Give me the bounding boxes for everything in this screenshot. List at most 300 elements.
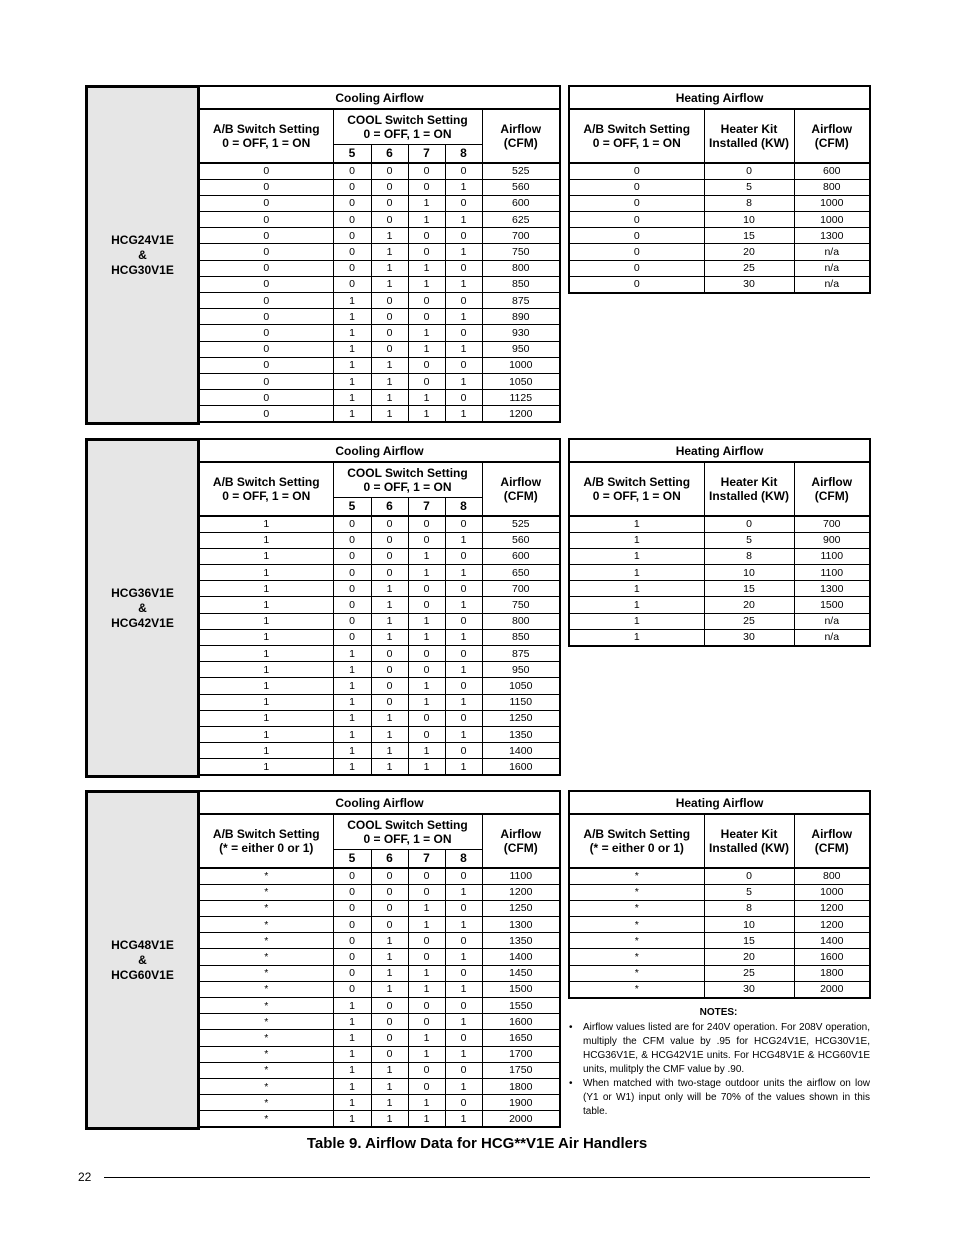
- table-cell: *: [199, 933, 333, 949]
- table-cell: 0: [408, 373, 445, 389]
- cfm-label: (CFM): [814, 136, 849, 150]
- table-cell: 0: [569, 260, 704, 276]
- table-row: [569, 195, 870, 211]
- table-cell: 1: [333, 662, 371, 678]
- table-cell: 0: [371, 179, 408, 195]
- table-cell: 1: [199, 548, 333, 564]
- table-row: [199, 276, 560, 292]
- table-cell: 1: [569, 565, 704, 581]
- table-cell: 1: [371, 1095, 408, 1111]
- table-cell: 1: [371, 613, 408, 629]
- table-cell: 1: [408, 548, 445, 564]
- table-cell: 0: [371, 309, 408, 325]
- table-cell: *: [569, 981, 704, 997]
- table-cell: 1: [408, 678, 445, 694]
- table-cell: 0: [199, 406, 333, 422]
- table-cell: n/a: [794, 260, 870, 276]
- airflow-label: Airflow: [811, 827, 853, 841]
- table-cell: 2000: [509, 1112, 533, 1125]
- table-cell: 0: [569, 276, 704, 292]
- installed-kw-label: Installed (KW): [709, 489, 789, 503]
- ab-switch-label: A/B Switch Setting: [212, 475, 320, 489]
- table-cell: 1: [333, 1062, 371, 1078]
- table-cell: 1: [199, 743, 333, 759]
- table-cell: *: [569, 965, 704, 981]
- table-row: [199, 949, 560, 965]
- table-cell: 1: [569, 548, 704, 564]
- table-cell: 0: [569, 244, 704, 260]
- table-cell: 1100: [482, 868, 560, 884]
- cooling-airflow-title: Cooling Airflow: [199, 439, 560, 462]
- table-cell: 1750: [482, 1062, 560, 1078]
- table-cell: 0: [199, 341, 333, 357]
- ab-switch-header: [569, 814, 704, 868]
- table-row: [199, 581, 560, 597]
- table-cell: 1: [199, 710, 333, 726]
- table-cell: *: [199, 868, 333, 884]
- table-cell: 0: [199, 260, 333, 276]
- table-row: [199, 293, 560, 309]
- airflow-header: [794, 814, 870, 868]
- table-cell: 0: [333, 981, 371, 997]
- table-row: [199, 1062, 560, 1078]
- table-cell: 1125: [482, 390, 560, 406]
- table-cell: 850: [482, 629, 560, 645]
- table-cell: 0: [445, 1062, 482, 1078]
- table-cell: 20: [704, 597, 794, 613]
- table-row: [199, 900, 560, 916]
- cooling-airflow-title: Cooling Airflow: [199, 86, 560, 109]
- airflow-section-1: [85, 85, 871, 425]
- table-cell: 1: [199, 581, 333, 597]
- table-cell: 1: [371, 965, 408, 981]
- table-cell: 0: [199, 244, 333, 260]
- cooling-airflow-table: [198, 438, 561, 776]
- table-cell: 1: [199, 678, 333, 694]
- table-cell: 1: [333, 1078, 371, 1094]
- model-name: &: [138, 247, 147, 262]
- table-cell: 0: [333, 597, 371, 613]
- table-cell: n/a: [794, 244, 870, 260]
- cool-switch-note: 0 = OFF, 1 = ON: [363, 126, 452, 141]
- table-row: [569, 532, 870, 548]
- table-cell: 1: [199, 532, 333, 548]
- table-cell: 0: [445, 548, 482, 564]
- table-cell: 1: [445, 759, 482, 775]
- table-cell: 10: [704, 917, 794, 933]
- table-row: [199, 1078, 560, 1094]
- table-cell: *: [199, 917, 333, 933]
- cool-switch-header: [333, 814, 482, 849]
- note-item: [567, 1021, 870, 1077]
- ab-switch-header: [569, 109, 704, 163]
- notes-title: NOTES:: [699, 1007, 738, 1018]
- airflow-label: Airflow: [500, 122, 542, 136]
- table-cell: 0: [199, 325, 333, 341]
- table-cell: 1: [371, 759, 408, 775]
- table-cell: 750: [482, 244, 560, 260]
- table-cell: 30: [704, 276, 794, 292]
- table-cell: 1: [199, 726, 333, 742]
- table-row: [199, 965, 560, 981]
- table-cell: *: [569, 900, 704, 916]
- table-cell: 1: [333, 678, 371, 694]
- table-cell: 0: [408, 884, 445, 900]
- table-cell: *: [569, 884, 704, 900]
- table-cell: *: [569, 933, 704, 949]
- table-cell: 1: [408, 325, 445, 341]
- table-cell: 0: [445, 710, 482, 726]
- table-cell: 1700: [482, 1046, 560, 1062]
- table-cell: 0: [445, 1030, 482, 1046]
- table-row: [199, 244, 560, 260]
- table-cell: 0: [333, 900, 371, 916]
- table-cell: 0: [333, 179, 371, 195]
- table-cell: 25: [704, 613, 794, 629]
- table-cell: 1400: [482, 949, 560, 965]
- table-cell: *: [199, 1062, 333, 1078]
- model-name: &: [138, 600, 147, 615]
- table-cell: 8: [704, 900, 794, 916]
- table-cell: 1: [333, 293, 371, 309]
- table-row: [569, 900, 870, 916]
- table-cell: 1300: [794, 228, 870, 244]
- table-cell: 15: [704, 228, 794, 244]
- table-row: [199, 868, 560, 884]
- ab-switch-note: 0 = OFF, 1 = ON: [222, 136, 311, 150]
- switch-number-header: 7: [408, 849, 445, 868]
- table-cell: 0: [408, 516, 445, 532]
- table-cell: 1400: [482, 743, 560, 759]
- note-text: Airflow values listed are for 240V operation. For 208V operation, multiply the CFM value by .95 for HCG24V1E, HCG30V1E, HCG36V1E, & HCG42V1E units. For HCG48V1E & HCG60V1E units, mulitply the CMF value by .90.: [583, 1022, 870, 1075]
- table-cell: 1: [569, 629, 704, 645]
- installed-kw-label: Installed (KW): [709, 841, 789, 855]
- table-row: [569, 965, 870, 981]
- table-cell: 1: [445, 1046, 482, 1062]
- table-cell: 1: [333, 1030, 371, 1046]
- table-cell: 0: [333, 629, 371, 645]
- table-cell: 1000: [794, 195, 870, 211]
- switch-number-header: 6: [371, 849, 408, 868]
- table-cell: *: [569, 868, 704, 884]
- table-cell: 0: [371, 516, 408, 532]
- table-cell: 0: [408, 1078, 445, 1094]
- table-cell: 1250: [482, 710, 560, 726]
- bullet-icon: •: [569, 1022, 573, 1033]
- table-row: [199, 163, 560, 179]
- table-cell: 0: [408, 933, 445, 949]
- table-cell: 20: [704, 949, 794, 965]
- model-name: HCG42V1E: [111, 615, 174, 630]
- table-cell: 875: [482, 293, 560, 309]
- table-row: [569, 516, 870, 532]
- table-cell: 1: [371, 1062, 408, 1078]
- table-cell: 0: [333, 949, 371, 965]
- table-cell: 15: [704, 933, 794, 949]
- cfm-label: (CFM): [503, 841, 538, 855]
- table-cell: 0: [199, 309, 333, 325]
- table-cell: 1: [569, 613, 704, 629]
- table-cell: 0: [371, 694, 408, 710]
- heater-kit-label: Heater Kit: [720, 122, 778, 136]
- table-cell: 1: [408, 406, 445, 422]
- table-cell: 1: [333, 1014, 371, 1030]
- table-cell: 0: [333, 565, 371, 581]
- table-row: [199, 743, 560, 759]
- table-row: [199, 759, 560, 775]
- table-row: [199, 694, 560, 710]
- table-cell: 1: [445, 1014, 482, 1030]
- table-cell: 800: [482, 260, 560, 276]
- table-cell: 1200: [509, 407, 533, 420]
- table-cell: 1: [199, 759, 333, 775]
- table-cell: 1: [333, 341, 371, 357]
- table-cell: 0: [371, 1030, 408, 1046]
- table-cell: 1: [408, 613, 445, 629]
- table-cell: 0: [371, 662, 408, 678]
- table-row: [199, 357, 560, 373]
- table-cell: 1: [445, 662, 482, 678]
- switch-number-header: 5: [333, 497, 371, 516]
- table-cell: 5: [704, 532, 794, 548]
- table-cell: 0: [445, 646, 482, 662]
- table-cell: 1: [199, 597, 333, 613]
- table-cell: 1550: [482, 998, 560, 1014]
- ab-switch-header: [199, 814, 333, 868]
- table-row: [199, 662, 560, 678]
- table-row: [569, 244, 870, 260]
- cool-switch-note: 0 = OFF, 1 = ON: [363, 479, 452, 494]
- table-row: [569, 179, 870, 195]
- table-cell: 1: [371, 1078, 408, 1094]
- table-cell: 0: [333, 244, 371, 260]
- cooling-airflow-table: [198, 790, 561, 1128]
- table-row: [569, 917, 870, 933]
- table-row: [199, 373, 560, 389]
- table-cell: 0: [408, 357, 445, 373]
- table-cell: 1900: [482, 1095, 560, 1111]
- table-cell: 950: [482, 341, 560, 357]
- ab-switch-note: 0 = OFF, 1 = ON: [592, 136, 681, 150]
- table-cell: 0: [445, 613, 482, 629]
- table-cell: 1: [445, 949, 482, 965]
- table-cell: 0: [371, 532, 408, 548]
- switch-number-header: 7: [408, 144, 445, 163]
- table-cell: 0: [408, 726, 445, 742]
- table-cell: 0: [199, 293, 333, 309]
- table-cell: 0: [371, 917, 408, 933]
- table-cell: 1050: [482, 373, 560, 389]
- table-cell: 1: [408, 1095, 445, 1111]
- note-item: [567, 1077, 870, 1119]
- table-cell: 1: [333, 357, 371, 373]
- table-cell: *: [569, 949, 704, 965]
- airflow-header: [794, 462, 870, 516]
- table-cell: 0: [445, 868, 482, 884]
- table-cell: 875: [482, 646, 560, 662]
- table-cell: 1: [445, 981, 482, 997]
- table-cell: 900: [794, 532, 870, 548]
- table-cell: 15: [704, 581, 794, 597]
- ab-switch-label: A/B Switch Setting: [583, 475, 691, 489]
- table-row: [199, 710, 560, 726]
- table-cell: 0: [199, 212, 333, 228]
- table-cell: 1: [445, 532, 482, 548]
- table-cell: 800: [794, 868, 870, 884]
- table-cell: 1800: [794, 965, 870, 981]
- table-caption: Table 9. Airflow Data for HCG**V1E Air Handlers: [306, 1135, 648, 1152]
- table-cell: 0: [199, 228, 333, 244]
- table-cell: 0: [704, 868, 794, 884]
- table-cell: 0: [408, 1062, 445, 1078]
- table-row: [199, 678, 560, 694]
- ab-switch-label: A/B Switch Setting: [583, 122, 691, 136]
- table-cell: 0: [704, 163, 794, 179]
- table-cell: 1: [333, 1111, 371, 1127]
- table-cell: *: [199, 1046, 333, 1062]
- table-cell: 5: [704, 884, 794, 900]
- table-cell: 1: [445, 212, 482, 228]
- table-cell: n/a: [824, 631, 840, 644]
- table-cell: 1: [333, 373, 371, 389]
- table-row: [199, 212, 560, 228]
- ab-switch-header: [569, 462, 704, 516]
- table-cell: 1: [371, 629, 408, 645]
- table-cell: 0: [408, 244, 445, 260]
- table-cell: 1: [408, 743, 445, 759]
- table-cell: 0: [408, 532, 445, 548]
- table-cell: 1600: [794, 949, 870, 965]
- bullet-icon: •: [569, 1078, 573, 1089]
- switch-number-header: 5: [333, 849, 371, 868]
- heating-airflow-table: [568, 790, 871, 999]
- table-cell: 1: [445, 629, 482, 645]
- table-cell: 0: [445, 678, 482, 694]
- table-row: [199, 1014, 560, 1030]
- table-cell: *: [199, 900, 333, 916]
- table-row: [199, 341, 560, 357]
- table-cell: n/a: [794, 613, 870, 629]
- airflow-label: Airflow: [811, 475, 853, 489]
- model-name: HCG24V1E: [111, 232, 174, 247]
- table-cell: 560: [482, 179, 560, 195]
- table-cell: 950: [482, 662, 560, 678]
- heater-kit-label: Heater Kit: [720, 475, 778, 489]
- switch-number-header: 8: [445, 497, 482, 516]
- table-cell: 0: [408, 868, 445, 884]
- table-cell: 30: [704, 629, 794, 645]
- table-cell: 1000: [482, 357, 560, 373]
- table-row: [199, 917, 560, 933]
- table-cell: 625: [482, 212, 560, 228]
- table-row: [569, 228, 870, 244]
- table-cell: 0: [408, 163, 445, 179]
- table-cell: 0: [333, 260, 371, 276]
- table-cell: 0: [445, 293, 482, 309]
- table-cell: 1: [199, 646, 333, 662]
- table-row: [199, 1095, 560, 1111]
- table-cell: 0: [333, 548, 371, 564]
- table-cell: 0: [371, 1046, 408, 1062]
- table-cell: 700: [482, 581, 560, 597]
- table-row: [199, 406, 560, 422]
- table-row: [199, 565, 560, 581]
- table-cell: 1: [371, 949, 408, 965]
- table-cell: 0: [333, 868, 371, 884]
- table-cell: 1: [333, 998, 371, 1014]
- table-cell: 890: [482, 309, 560, 325]
- table-cell: *: [199, 1078, 333, 1094]
- table-cell: 0: [408, 710, 445, 726]
- table-cell: 1: [199, 694, 333, 710]
- table-row: [569, 981, 870, 997]
- table-cell: 1: [408, 260, 445, 276]
- table-row: [199, 884, 560, 900]
- table-cell: 0: [445, 743, 482, 759]
- table-cell: 0: [371, 195, 408, 211]
- table-cell: 8: [704, 548, 794, 564]
- table-cell: 1: [371, 933, 408, 949]
- table-cell: 1: [199, 565, 333, 581]
- table-cell: 1: [371, 726, 408, 742]
- table-cell: 0: [371, 868, 408, 884]
- table-cell: 0: [333, 228, 371, 244]
- table-cell: 600: [482, 548, 560, 564]
- table-cell: 0: [371, 163, 408, 179]
- table-cell: 1: [445, 1078, 482, 1094]
- table-row: [199, 1030, 560, 1046]
- table-cell: 1: [333, 325, 371, 341]
- table-cell: 0: [199, 195, 333, 211]
- table-cell: 1: [371, 357, 408, 373]
- table-row: [199, 998, 560, 1014]
- table-row: [199, 260, 560, 276]
- footer-divider: [104, 1177, 870, 1178]
- table-cell: 0: [445, 581, 482, 597]
- table-row: [199, 390, 560, 406]
- table-cell: 1: [333, 743, 371, 759]
- table-cell: 0: [445, 516, 482, 532]
- table-cell: 1: [408, 565, 445, 581]
- table-cell: 1: [333, 1046, 371, 1062]
- table-cell: 700: [482, 228, 560, 244]
- model-name: HCG30V1E: [111, 262, 174, 277]
- table-cell: 0: [371, 998, 408, 1014]
- table-cell: 1: [371, 276, 408, 292]
- table-row: [199, 179, 560, 195]
- table-cell: 0: [445, 195, 482, 211]
- heater-kit-label: Heater Kit: [720, 827, 778, 841]
- table-cell: 0: [408, 597, 445, 613]
- table-cell: 1: [408, 276, 445, 292]
- table-row: [569, 581, 870, 597]
- table-cell: 0: [408, 179, 445, 195]
- ab-switch-header: [199, 462, 333, 516]
- table-row: [199, 1046, 560, 1062]
- table-cell: 0: [371, 900, 408, 916]
- table-cell: *: [199, 1095, 333, 1111]
- table-row: [569, 163, 870, 179]
- table-cell: 1: [371, 373, 408, 389]
- switch-number-header: 6: [371, 497, 408, 516]
- table-cell: 1: [408, 917, 445, 933]
- table-row: [199, 646, 560, 662]
- table-cell: 1: [408, 1111, 445, 1127]
- model-cell: [85, 438, 200, 778]
- table-cell: 1: [445, 309, 482, 325]
- table-cell: 0: [445, 357, 482, 373]
- table-cell: 0: [371, 565, 408, 581]
